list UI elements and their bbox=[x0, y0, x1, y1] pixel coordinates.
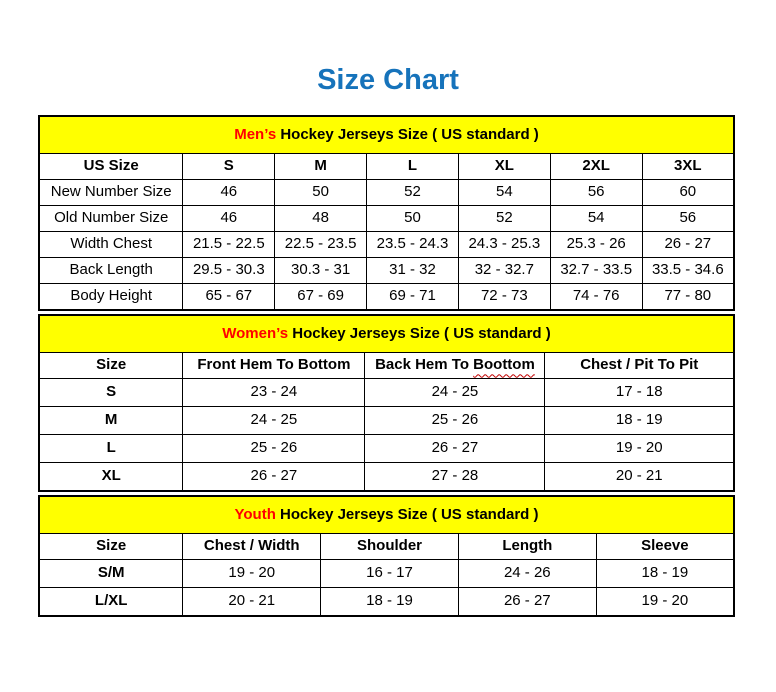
size-value-cell: 32 - 32.7 bbox=[458, 258, 550, 284]
section-title-rest: Hockey Jerseys Size ( US standard ) bbox=[288, 324, 551, 342]
size-value-cell: 29.5 - 30.3 bbox=[183, 258, 275, 284]
row-label: L/XL bbox=[39, 588, 183, 617]
size-value-cell: 72 - 73 bbox=[458, 284, 550, 311]
size-value-cell: 67 - 69 bbox=[275, 284, 367, 311]
column-header-label: Chest / Width bbox=[203, 537, 300, 555]
column-header bbox=[183, 534, 321, 560]
section-header-youth bbox=[39, 496, 734, 534]
column-header-label: Shoulder bbox=[357, 537, 423, 555]
table-row bbox=[39, 206, 734, 232]
column-header bbox=[183, 154, 275, 180]
column-header bbox=[183, 353, 365, 379]
size-value-cell: 17 - 18 bbox=[545, 379, 734, 407]
size-value-cell: 26 - 27 bbox=[642, 232, 734, 258]
row-label: Back Length bbox=[39, 258, 183, 284]
size-value-cell: 50 bbox=[275, 180, 367, 206]
size-value-cell: 21.5 - 22.5 bbox=[183, 232, 275, 258]
size-value-cell: 69 - 71 bbox=[367, 284, 459, 311]
section-accent-youth: Youth bbox=[234, 505, 276, 523]
size-value-cell: 16 - 17 bbox=[321, 560, 459, 588]
size-value-cell: 31 - 32 bbox=[367, 258, 459, 284]
size-value-cell: 25 - 26 bbox=[365, 407, 545, 435]
size-value-cell: 19 - 20 bbox=[545, 435, 734, 463]
section-accent-mens: Men’s bbox=[234, 125, 277, 143]
table-row bbox=[39, 463, 734, 492]
size-value-cell: 54 bbox=[458, 180, 550, 206]
table-row bbox=[39, 435, 734, 463]
column-header bbox=[365, 353, 545, 379]
size-value-cell: 26 - 27 bbox=[365, 435, 545, 463]
size-value-cell: 19 - 20 bbox=[183, 560, 321, 588]
column-header bbox=[596, 534, 734, 560]
size-value-cell: 46 bbox=[183, 180, 275, 206]
column-header bbox=[39, 154, 183, 180]
size-value-cell: 25 - 26 bbox=[183, 435, 365, 463]
size-value-cell: 24.3 - 25.3 bbox=[458, 232, 550, 258]
column-header-label: Sleeve bbox=[641, 537, 689, 555]
column-header bbox=[642, 154, 734, 180]
size-value-cell: 30.3 - 31 bbox=[275, 258, 367, 284]
column-header-label: Size bbox=[96, 356, 127, 374]
size-value-cell: 52 bbox=[367, 180, 459, 206]
row-label: New Number Size bbox=[39, 180, 183, 206]
column-header-label: S bbox=[223, 157, 234, 175]
column-header-label: Chest / Pit To Pit bbox=[580, 356, 699, 374]
column-header bbox=[458, 534, 596, 560]
size-value-cell: 27 - 28 bbox=[365, 463, 545, 492]
row-label: M bbox=[39, 407, 183, 435]
column-header-label: XL bbox=[494, 157, 514, 175]
column-header bbox=[39, 353, 183, 379]
column-header-label: US Size bbox=[83, 157, 139, 175]
size-value-cell: 60 bbox=[642, 180, 734, 206]
size-value-cell: 33.5 - 34.6 bbox=[642, 258, 734, 284]
size-value-cell: 26 - 27 bbox=[458, 588, 596, 617]
column-header-label: L bbox=[407, 157, 418, 175]
size-value-cell: 56 bbox=[642, 206, 734, 232]
row-label: L bbox=[39, 435, 183, 463]
size-value-cell: 20 - 21 bbox=[545, 463, 734, 492]
size-value-cell: 20 - 21 bbox=[183, 588, 321, 617]
size-value-cell: 46 bbox=[183, 206, 275, 232]
column-header-label: Back Hem To bbox=[375, 356, 474, 374]
column-header bbox=[550, 154, 642, 180]
column-header-label: 2XL bbox=[582, 157, 610, 175]
size-value-cell: 18 - 19 bbox=[321, 588, 459, 617]
table-row bbox=[39, 180, 734, 206]
size-value-cell: 52 bbox=[458, 206, 550, 232]
column-header-label: M bbox=[314, 157, 327, 175]
size-value-cell: 77 - 80 bbox=[642, 284, 734, 311]
column-header-label: Front Hem To Bottom bbox=[197, 356, 351, 374]
size-table-mens bbox=[38, 115, 735, 311]
size-value-cell: 74 - 76 bbox=[550, 284, 642, 311]
table-row bbox=[39, 232, 734, 258]
size-value-cell: 26 - 27 bbox=[183, 463, 365, 492]
size-value-cell: 24 - 25 bbox=[183, 407, 365, 435]
row-label: Old Number Size bbox=[39, 206, 183, 232]
size-value-cell: 56 bbox=[550, 180, 642, 206]
section-header-womens bbox=[39, 315, 734, 353]
row-label: XL bbox=[39, 463, 183, 492]
section-title-rest: Hockey Jerseys Size ( US standard ) bbox=[276, 125, 539, 143]
size-table-womens bbox=[38, 314, 735, 492]
column-header bbox=[39, 534, 183, 560]
section-header-mens bbox=[39, 116, 734, 154]
size-tables-container bbox=[38, 115, 735, 617]
row-label: Width Chest bbox=[39, 232, 183, 258]
size-value-cell: 18 - 19 bbox=[545, 407, 734, 435]
table-row bbox=[39, 407, 734, 435]
column-header bbox=[545, 353, 734, 379]
size-table-youth bbox=[38, 495, 735, 617]
size-value-cell: 22.5 - 23.5 bbox=[275, 232, 367, 258]
column-header bbox=[275, 154, 367, 180]
table-row bbox=[39, 588, 734, 617]
table-row bbox=[39, 560, 734, 588]
table-row bbox=[39, 379, 734, 407]
column-header bbox=[321, 534, 459, 560]
table-row bbox=[39, 258, 734, 284]
page-title: Size Chart bbox=[317, 64, 459, 96]
size-value-cell: 32.7 - 33.5 bbox=[550, 258, 642, 284]
size-value-cell: 50 bbox=[367, 206, 459, 232]
column-header-label: Length bbox=[502, 537, 553, 555]
column-header bbox=[367, 154, 459, 180]
size-value-cell: 23 - 24 bbox=[183, 379, 365, 407]
size-value-cell: 23.5 - 24.3 bbox=[367, 232, 459, 258]
table-row bbox=[39, 284, 734, 311]
column-header-label: 3XL bbox=[674, 157, 702, 175]
size-value-cell: 24 - 25 bbox=[365, 379, 545, 407]
row-label: S/M bbox=[39, 560, 183, 588]
size-value-cell: 48 bbox=[275, 206, 367, 232]
size-value-cell: 24 - 26 bbox=[458, 560, 596, 588]
size-value-cell: 19 - 20 bbox=[596, 588, 734, 617]
size-value-cell: 18 - 19 bbox=[596, 560, 734, 588]
column-header-label: Size bbox=[96, 537, 127, 555]
misspelled-word: Boottom bbox=[473, 356, 535, 374]
row-label: S bbox=[39, 379, 183, 407]
column-header bbox=[458, 154, 550, 180]
row-label: Body Height bbox=[39, 284, 183, 311]
size-value-cell: 54 bbox=[550, 206, 642, 232]
section-accent-womens: Women’s bbox=[222, 324, 289, 342]
section-title-rest: Hockey Jerseys Size ( US standard ) bbox=[275, 505, 539, 523]
size-value-cell: 65 - 67 bbox=[183, 284, 275, 311]
size-value-cell: 25.3 - 26 bbox=[550, 232, 642, 258]
